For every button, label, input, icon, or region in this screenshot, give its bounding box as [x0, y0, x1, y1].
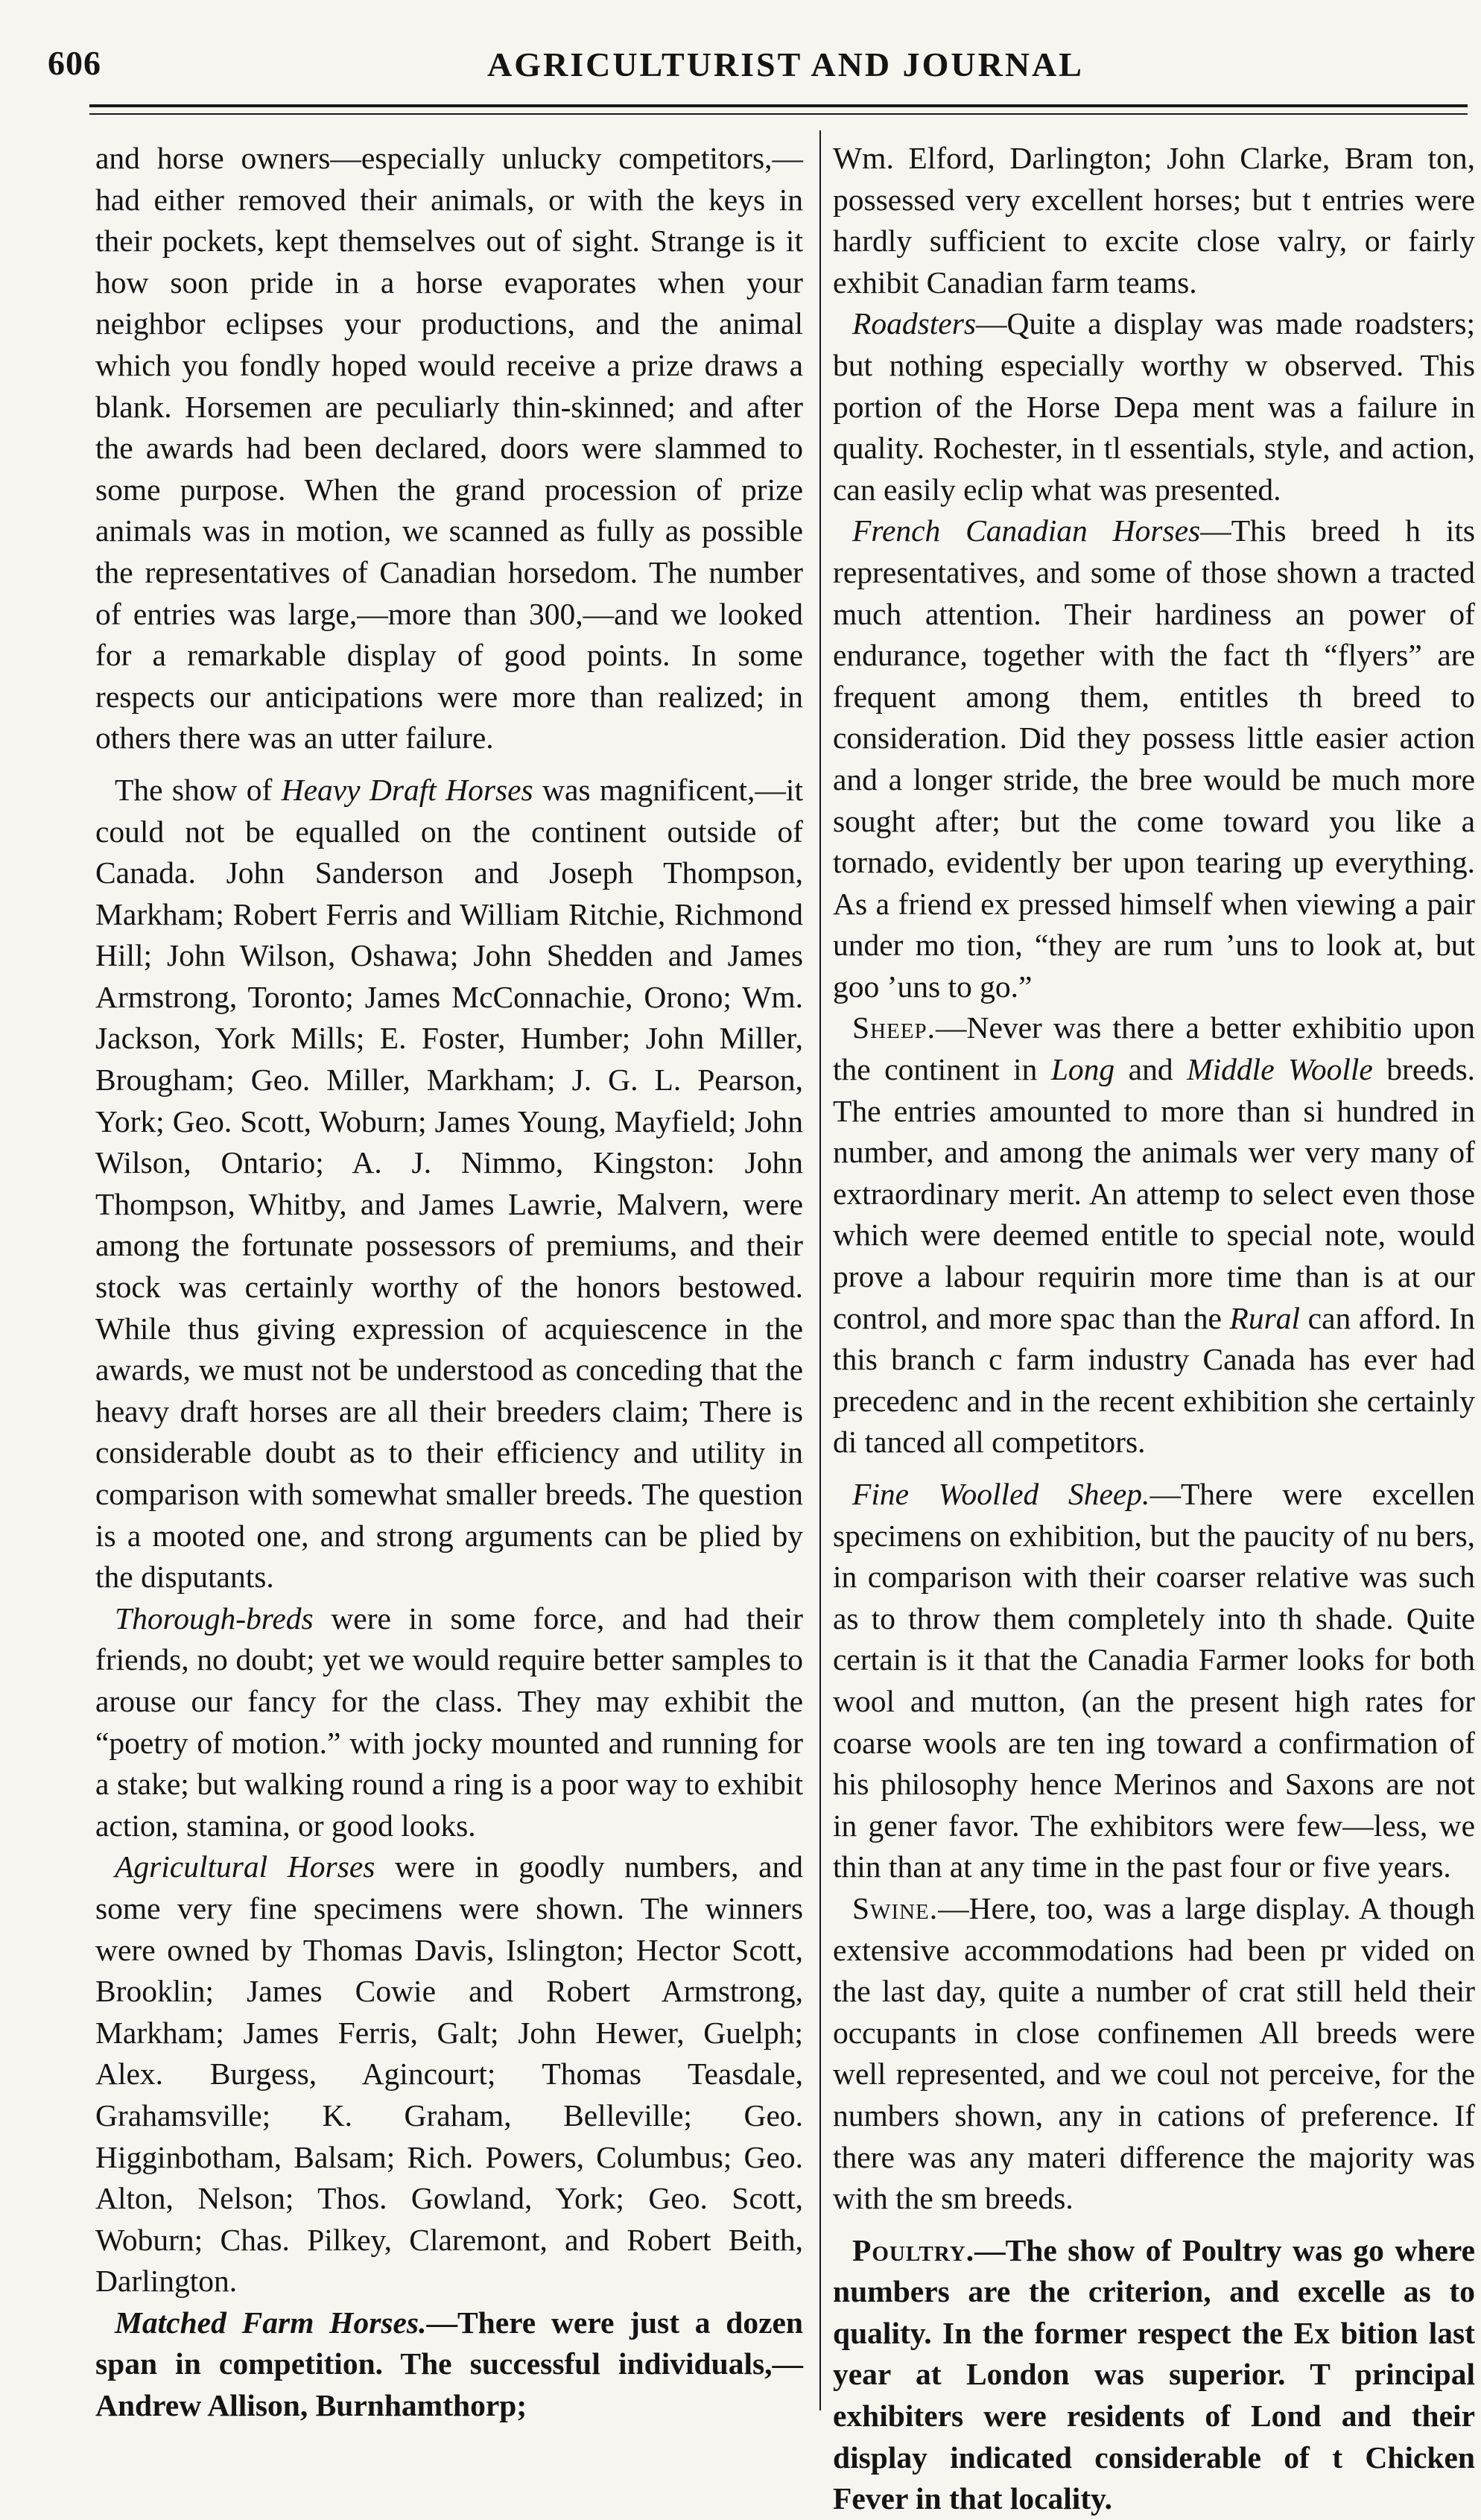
paragraph-swine [833, 1888, 1475, 2220]
heading-agricultural-horses: Agricultural Horses [115, 1849, 375, 1884]
text-run: breeds. The entries amounted to more than si hundred in number, and among the animals wer very many of extraordinary merit. An attemp to select even those which were deemed entitle to special note, would prove a labour requirin more time than is at our control, and more spac than the [833, 1052, 1475, 1335]
heading-thorough-breds: Thorough-breds [115, 1601, 314, 1636]
text-run: —There were excellen specimens on exhibition, but the paucity of nu bers, in comparison with their coarser relative was such as to throw them completely into th shade. Quite certain is it that the Canadia Farmer looks for both wool and mutton, (an the present high rates for coarse wools are ten ing toward a confirmation of his philosophy hence Merinos and Saxons are not in gener favor. The exhibitors were few—less, we thin than at any time in the past four or five years. [833, 1477, 1475, 1884]
heading-heavy-draft: Heavy Draft Horses [281, 772, 533, 807]
heading-poultry: Poultry. [852, 2232, 975, 2267]
heading-matched-farm-horses: Matched Farm Horses. [115, 2305, 427, 2340]
heading-french-canadian-horses: French Canadian Horses [852, 513, 1201, 548]
paragraph-fine-woolled-sheep [833, 1474, 1475, 1888]
page-number: 606 [48, 44, 101, 82]
text-run: can afford. In this branch c farm industry Canada has ever had precedenc and in the recent exhibition she certainly di tanced all competitors. [833, 1300, 1475, 1460]
page-header [48, 36, 1448, 95]
text-run: were in some force, and had their friends, no doubt; yet we would require better samples to arouse our fancy for the class. They may exhibit the “poetry of motion.” with jocky mounted and running for a stake; but walking round a ring is a poor way to exhibit action, stamina, or good looks. [95, 1601, 803, 1843]
italic-rural: Rural [1229, 1300, 1301, 1335]
heading-fine-woolled-sheep: Fine Woolled Sheep. [852, 1477, 1150, 1511]
column-divider [819, 130, 821, 2410]
heading-sheep: Sheep. [852, 1010, 936, 1045]
running-title: AGRICULTURIST AND JOURNAL [487, 45, 1084, 83]
paragraph-agricultural-horses [95, 1846, 803, 2302]
text-run: The show of [115, 772, 282, 807]
text-run: was magnificent,—it could not be equalled on the continent outside of Canada. John Sanderson and Joseph Thompson, Markham; Robert Ferris and William Ritchie, Richmond Hill; John Wilson, Oshawa; John Shedden and James Armstrong, Toronto; James McConnachie, Orono; Wm. Jackson, York Mills; E. Foster, Humber; John Miller, Brougham; Geo. Miller, Markham; J. G. L. Pearson, York; Geo. Scott, Woburn; James Young, Mayfield; John Wilson, Ontario; A. J. Nimmo, Kingston: John Thompson, Whitby, and James Lawrie, Malvern, were among the fortunate possessors of premiums, and their stock was certainly worthy of the honors bestowed. While thus giving expression of acquiescence in the awards, we must not be understood as conceding that the heavy draft horses are all their breeders claim; There is considerable doubt as to their efficiency and utility in comparison with somewhat smaller breeds. The question is a mooted one, and strong arguments can be plied by the disputants. [95, 772, 803, 1595]
paragraph-elford: Wm. Elford, Darlington; John Clarke, Bram ton, possessed very excellent horses; but t entries were hardly sufficient to excite close valry, or fairly exhibit Canadian farm teams. [833, 141, 1475, 300]
text-run: —Never was there a better exhibitio upon the continent in [833, 1010, 1475, 1087]
paragraph-thorough-breds [95, 1598, 803, 1847]
paragraph-french-canadian-horses [833, 510, 1475, 1007]
heading-roadsters: Roadsters [852, 306, 976, 341]
italic-long: Long [1050, 1052, 1115, 1087]
left-column [95, 138, 803, 2427]
paragraph-roadsters [833, 303, 1475, 510]
italic-middle-woolled: Middle Woolle [1187, 1052, 1373, 1087]
paragraph-horse-owners: and horse owners—especially unlucky competitors,—had either removed their animals, or with the keys in their pockets, kept themselves out of sight. Strange is it how soon pride in a horse evaporates when your neighbor eclipses your productions, and the animal which you fondly hoped would receive a prize draws a blank. Horsemen are peculiarly thin-skinned; and after the awards had been declared, doors were slammed to some purpose. When the grand procession of prize animals was in motion, we scanned as fully as possible the representatives of Canadian horsedom. The number of entries was large,—more than 300,—and we looked for a remarkable display of good points. In some respects our anticipations were more than realized; in others there was an utter failure. [95, 141, 803, 756]
text-run: —There were just a dozen span in competition. The successful individuals,—Andrew Allison, Burnhamthorp; [95, 2305, 803, 2423]
paragraph-heavy-draft [95, 770, 803, 1598]
paragraph-poultry [833, 2230, 1475, 2520]
text-run: —Quite a display was made roadsters; but nothing especially worthy w observed. This portion of the Horse Depa ment was a failure in quality. Rochester, in tl essentials, style, and action, can easily eclip what was presented. [833, 306, 1475, 507]
text-run: —Here, too, was a large display. A though extensive accommodations had been pr vided on the last day, quite a number of crat still held their occupants in close confinemen All breeds were well represented, and we coul not perceive, for the numbers shown, any in cations of preference. If there was any materi difference the majority was with the sm breeds. [833, 1890, 1475, 2216]
header-rule-thin [89, 113, 1468, 115]
right-column [833, 138, 1475, 2520]
paragraph-sheep [833, 1007, 1475, 1463]
text-run: —The show of Poultry was go where numbers are the criterion, and excelle as to quality. In the former respect the Ex bition last year at London was superior. T principal exhibiters were residents of Lond and their display indicated considerable of t Chicken Fever in that locality. [833, 2232, 1475, 2516]
header-rule-thick [89, 104, 1468, 107]
text-run: were in goodly numbers, and some very fine specimens were shown. The winners were owned by Thomas Davis, Islington; Hector Scott, Brooklin; James Cowie and Robert Armstrong, Markham; James Ferris, Galt; John Hewer, Guelph; Alex. Burgess, Agincourt; Thomas Teasdale, Grahamsville; K. Graham, Belleville; Geo. Higginbotham, Balsam; Rich. Powers, Columbus; Geo. Alton, Nelson; Thos. Gowland, York; Geo. Scott, Woburn; Chas. Pilkey, Claremont, and Robert Beith, Darlington. [95, 1849, 804, 2299]
heading-swine: Swine. [852, 1890, 939, 1925]
text-run: and [1114, 1052, 1187, 1087]
paragraph-matched-farm-horses [95, 2302, 803, 2427]
text-run: —This breed h its representatives, and some of those shown a tracted much attention. Their hardiness an power of endurance, together with the fact th “flyers” are frequent among them, entitles th breed to consideration. Did they possess little easier action and a longer stride, the bree would be much more sought after; but the come toward you like a tornado, evidently ber upon tearing up everything. As a friend ex pressed himself when viewing a pair under mo tion, “they are rum ’uns to look at, but goo ’uns to go.” [833, 513, 1475, 1004]
